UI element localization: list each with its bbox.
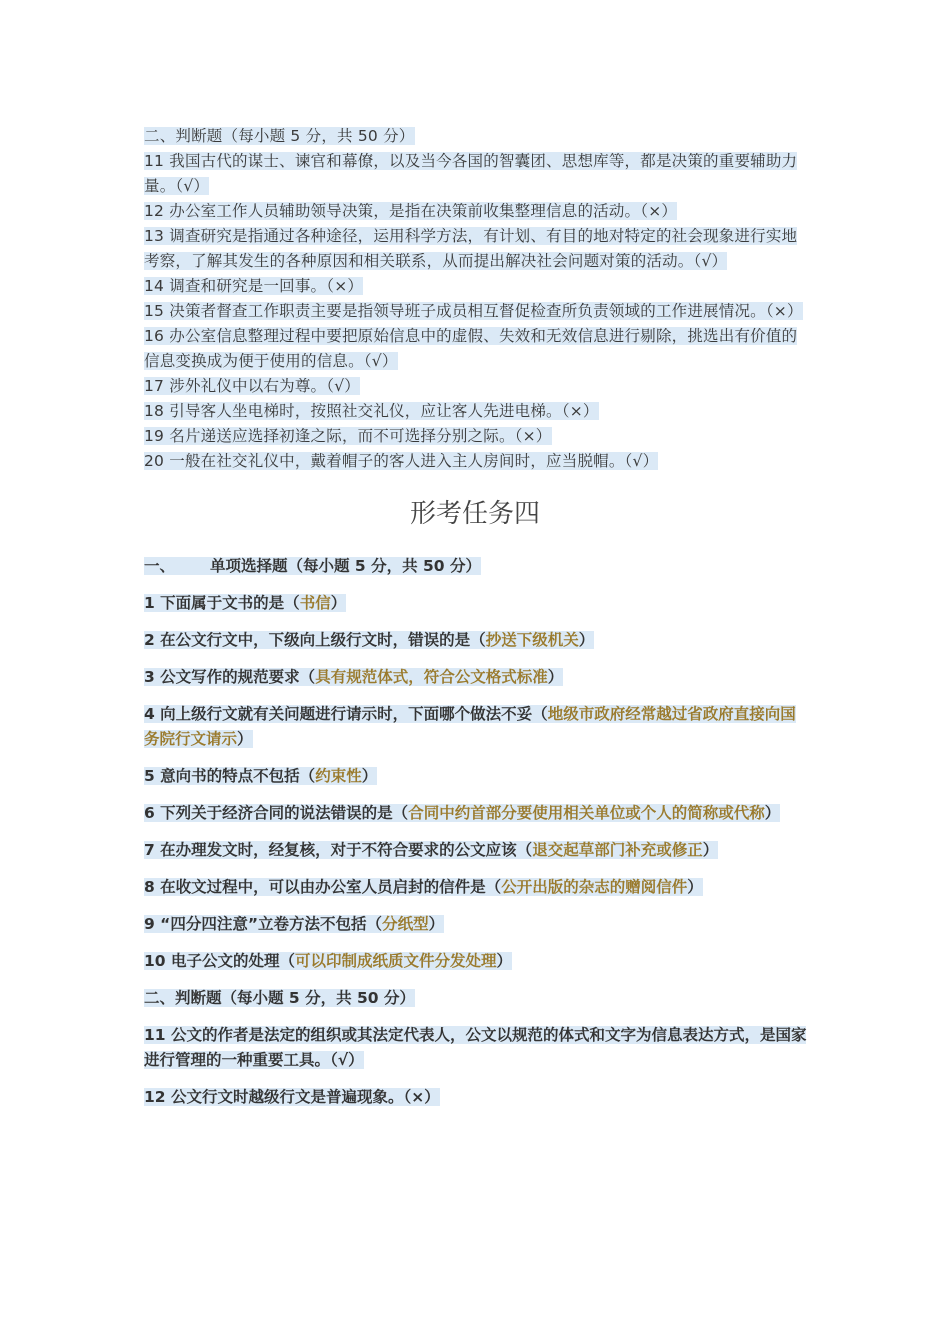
question-18: 18 引导客人坐电梯时，按照社交礼仪，应让客人先进电梯。（×） [144,402,599,420]
mc-question-2: 2 在公文行文中，下级向上级行文时，错误的是（抄送下级机关） [144,631,595,649]
task-title: 形考任务四 [409,499,540,529]
single-choice-heading: 一、 单项选择题（每小题 5 分，共 50 分） [144,557,481,575]
question-11: 11 我国古代的谋士、谏官和幕僚，以及当今各国的智囊团、思想库等，都是决策的重要辅助力量。（√） [144,152,798,195]
question-17: 17 涉外礼仪中以右为尊。（√） [144,377,360,395]
question-19: 19 名片递送应选择初逢之际，而不可选择分别之际。（×） [144,427,552,445]
mc-question-8: 8 在收文过程中，可以由办公室人员启封的信件是（公开出版的杂志的赠阅信件） [144,878,703,896]
question-15: 15 决策者督查工作职责主要是指领导班子成员相互督促检查所负责领域的工作进展情况。（×） [144,302,803,320]
question-13: 13 调查研究是指通过各种途径，运用科学方法，有计划、有目的地对特定的社会现象进行实地考察，了解其发生的各种原因和相关联系，从而提出解决社会问题对策的活动。（√） [144,227,798,270]
task4-section [144,554,810,1110]
question-14: 14 调查和研究是一回事。（×） [144,277,364,295]
mc-question-6: 6 下列关于经济合同的说法错误的是（合同中约首部分要使用相关单位或个人的简称或代称） [144,804,781,822]
tf-question-12: 12 公文行文时越级行文是普遍现象。（×） [144,1088,440,1106]
section-heading: 二、判断题（每小题 5 分，共 50 分） [144,127,415,145]
question-20: 20 一般在社交礼仪中，戴着帽子的客人进入主人房间时，应当脱帽。（√） [144,452,659,470]
mc-question-1: 1 下面属于文书的是（书信） [144,594,347,612]
mc-question-9: 9 “四分四注意”立卷方法不包括（分纸型） [144,915,445,933]
judgment-section-part1 [144,124,810,474]
question-16: 16 办公室信息整理过程中要把原始信息中的虚假、失效和无效信息进行剔除，挑选出有价值的信息变换成为便于使用的信息。（√） [144,327,798,370]
mc-question-3: 3 公文写作的规范要求（具有规范体式，符合公文格式标准） [144,668,564,686]
judgment-heading: 二、判断题（每小题 5 分，共 50 分） [144,989,415,1007]
mc-question-5: 5 意向书的特点不包括（约束性） [144,767,378,785]
mc-question-10: 10 电子公文的处理（可以印制成纸质文件分发处理） [144,952,512,970]
tf-question-11: 11 公文的作者是法定的组织或其法定代表人，公文以规范的体式和文字为信息表达方式，是国家进行管理的一种重要工具。（√） [144,1026,807,1069]
document-content [144,124,810,1122]
mc-question-7: 7 在办理发文时，经复核，对于不符合要求的公文应该（退交起草部门补充或修正） [144,841,719,859]
question-12: 12 办公室工作人员辅助领导决策，是指在决策前收集整理信息的活动。（×） [144,202,678,220]
mc-question-4: 4 向上级行文就有关问题进行请示时，下面哪个做法不妥（地级市政府经常越过省政府直接向国务院行文请示） [144,705,796,748]
